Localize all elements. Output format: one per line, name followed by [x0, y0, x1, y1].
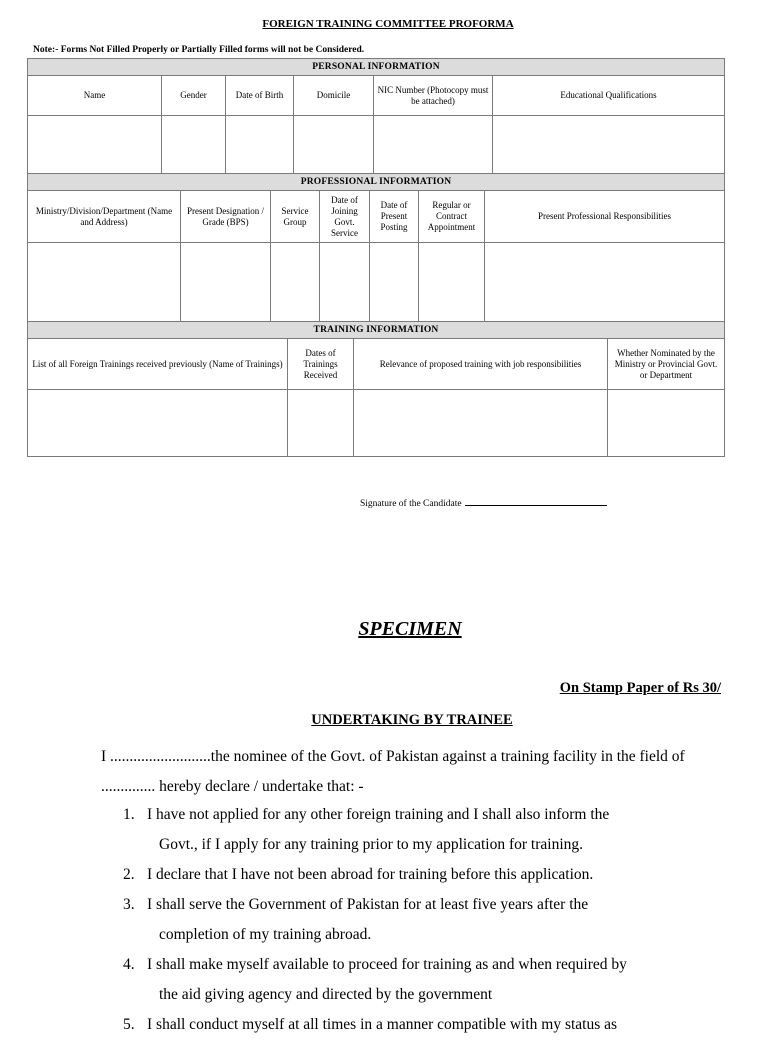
declaration-text-continued: the aid giving agency and directed by the government [159, 986, 493, 1003]
col-training-dates: Dates of Trainings Received [288, 339, 354, 390]
specimen-title: SPECIMEN [358, 618, 462, 640]
signature-line [360, 496, 607, 509]
col-educational-qualifications: Educational Qualifications [493, 76, 725, 116]
professional-info-table [27, 173, 725, 322]
declaration-item [123, 950, 726, 1010]
professional-info-heading: PROFESSIONAL INFORMATION [28, 174, 725, 191]
col-previous-trainings: List of all Foreign Trainings received previously (Name of Trainings) [28, 339, 288, 390]
undertaking-title: UNDERTAKING BY TRAINEE [311, 712, 513, 728]
col-gender: Gender [162, 76, 226, 116]
input-service-group[interactable] [271, 243, 320, 322]
col-professional-responsibilities: Present Professional Responsibilities [485, 191, 725, 243]
col-domicile: Domicile [294, 76, 374, 116]
declaration-text: I have not applied for any other foreign training and I shall also inform the [147, 806, 610, 823]
declaration-item [123, 890, 726, 950]
col-name: Name [28, 76, 162, 116]
input-name[interactable] [28, 116, 162, 174]
declaration-number: 4. [123, 956, 135, 973]
input-professional-responsibilities[interactable] [485, 243, 725, 322]
input-date-of-birth[interactable] [226, 116, 294, 174]
form-title: FOREIGN TRAINING COMMITTEE PROFORMA [262, 18, 514, 30]
input-regular-or-contract[interactable] [419, 243, 485, 322]
training-info-heading: TRAINING INFORMATION [28, 322, 725, 339]
input-nic-number[interactable] [374, 116, 493, 174]
col-service-group: Service Group [271, 191, 320, 243]
undertaking-intro: I ..........................the nominee of the Govt. of Pakistan against a training facility in the field of .............. hereby declare / undertake that: - [101, 748, 685, 795]
declaration-text: I declare that I have not been abroad for training before this application. [147, 866, 594, 883]
input-gender[interactable] [162, 116, 226, 174]
declaration-text: I shall conduct myself at all times in a manner compatible with my status as [147, 1016, 618, 1033]
col-ministry-division: Ministry/Division/Department (Name and Address) [28, 191, 181, 243]
input-ministry-division[interactable] [28, 243, 181, 322]
input-nominated-by[interactable] [608, 390, 725, 457]
input-educational-qualifications[interactable] [493, 116, 725, 174]
declaration-number: 5. [123, 1016, 135, 1033]
input-domicile[interactable] [294, 116, 374, 174]
input-training-relevance[interactable] [354, 390, 608, 457]
col-nic-number: NIC Number (Photocopy must be attached) [374, 76, 493, 116]
col-regular-or-contract: Regular or Contract Appointment [419, 191, 485, 243]
col-date-of-birth: Date of Birth [226, 76, 294, 116]
form-note: Note:- Forms Not Filled Properly or Partially Filled forms will not be Considered. [33, 45, 365, 55]
declaration-text: I shall serve the Government of Pakistan for at least five years after the [147, 896, 589, 913]
signature-label: Signature of the Candidate [360, 499, 462, 509]
declaration-text-continued: Govt., if I apply for any training prior to my application for training. [159, 836, 583, 853]
stamp-paper-note: On Stamp Paper of Rs 30/ [559, 680, 721, 696]
personal-info-table [27, 58, 725, 174]
col-date-of-present-posting: Date of Present Posting [370, 191, 419, 243]
training-info-table [27, 321, 725, 457]
signature-field[interactable] [465, 496, 607, 506]
declaration-text-continued: completion of my training abroad. [159, 926, 372, 943]
declaration-number: 2. [123, 866, 135, 883]
declaration-item [123, 1010, 726, 1040]
col-nominated-by: Whether Nominated by the Ministry or Provincial Govt. or Department [608, 339, 725, 390]
declaration-number: 3. [123, 896, 135, 913]
col-training-relevance: Relevance of proposed training with job responsibilities [354, 339, 608, 390]
declaration-number: 1. [123, 806, 135, 823]
col-date-of-joining: Date of Joining Govt. Service [320, 191, 370, 243]
personal-info-heading: PERSONAL INFORMATION [28, 59, 725, 76]
declaration-text: I shall make myself available to proceed for training as and when required by [147, 956, 627, 973]
input-training-dates[interactable] [288, 390, 354, 457]
input-date-of-present-posting[interactable] [370, 243, 419, 322]
declaration-item [123, 860, 726, 890]
declaration-list [123, 800, 726, 1040]
input-date-of-joining[interactable] [320, 243, 370, 322]
declaration-item [123, 800, 726, 860]
input-present-designation[interactable] [181, 243, 271, 322]
col-present-designation: Present Designation / Grade (BPS) [181, 191, 271, 243]
input-previous-trainings[interactable] [28, 390, 288, 457]
